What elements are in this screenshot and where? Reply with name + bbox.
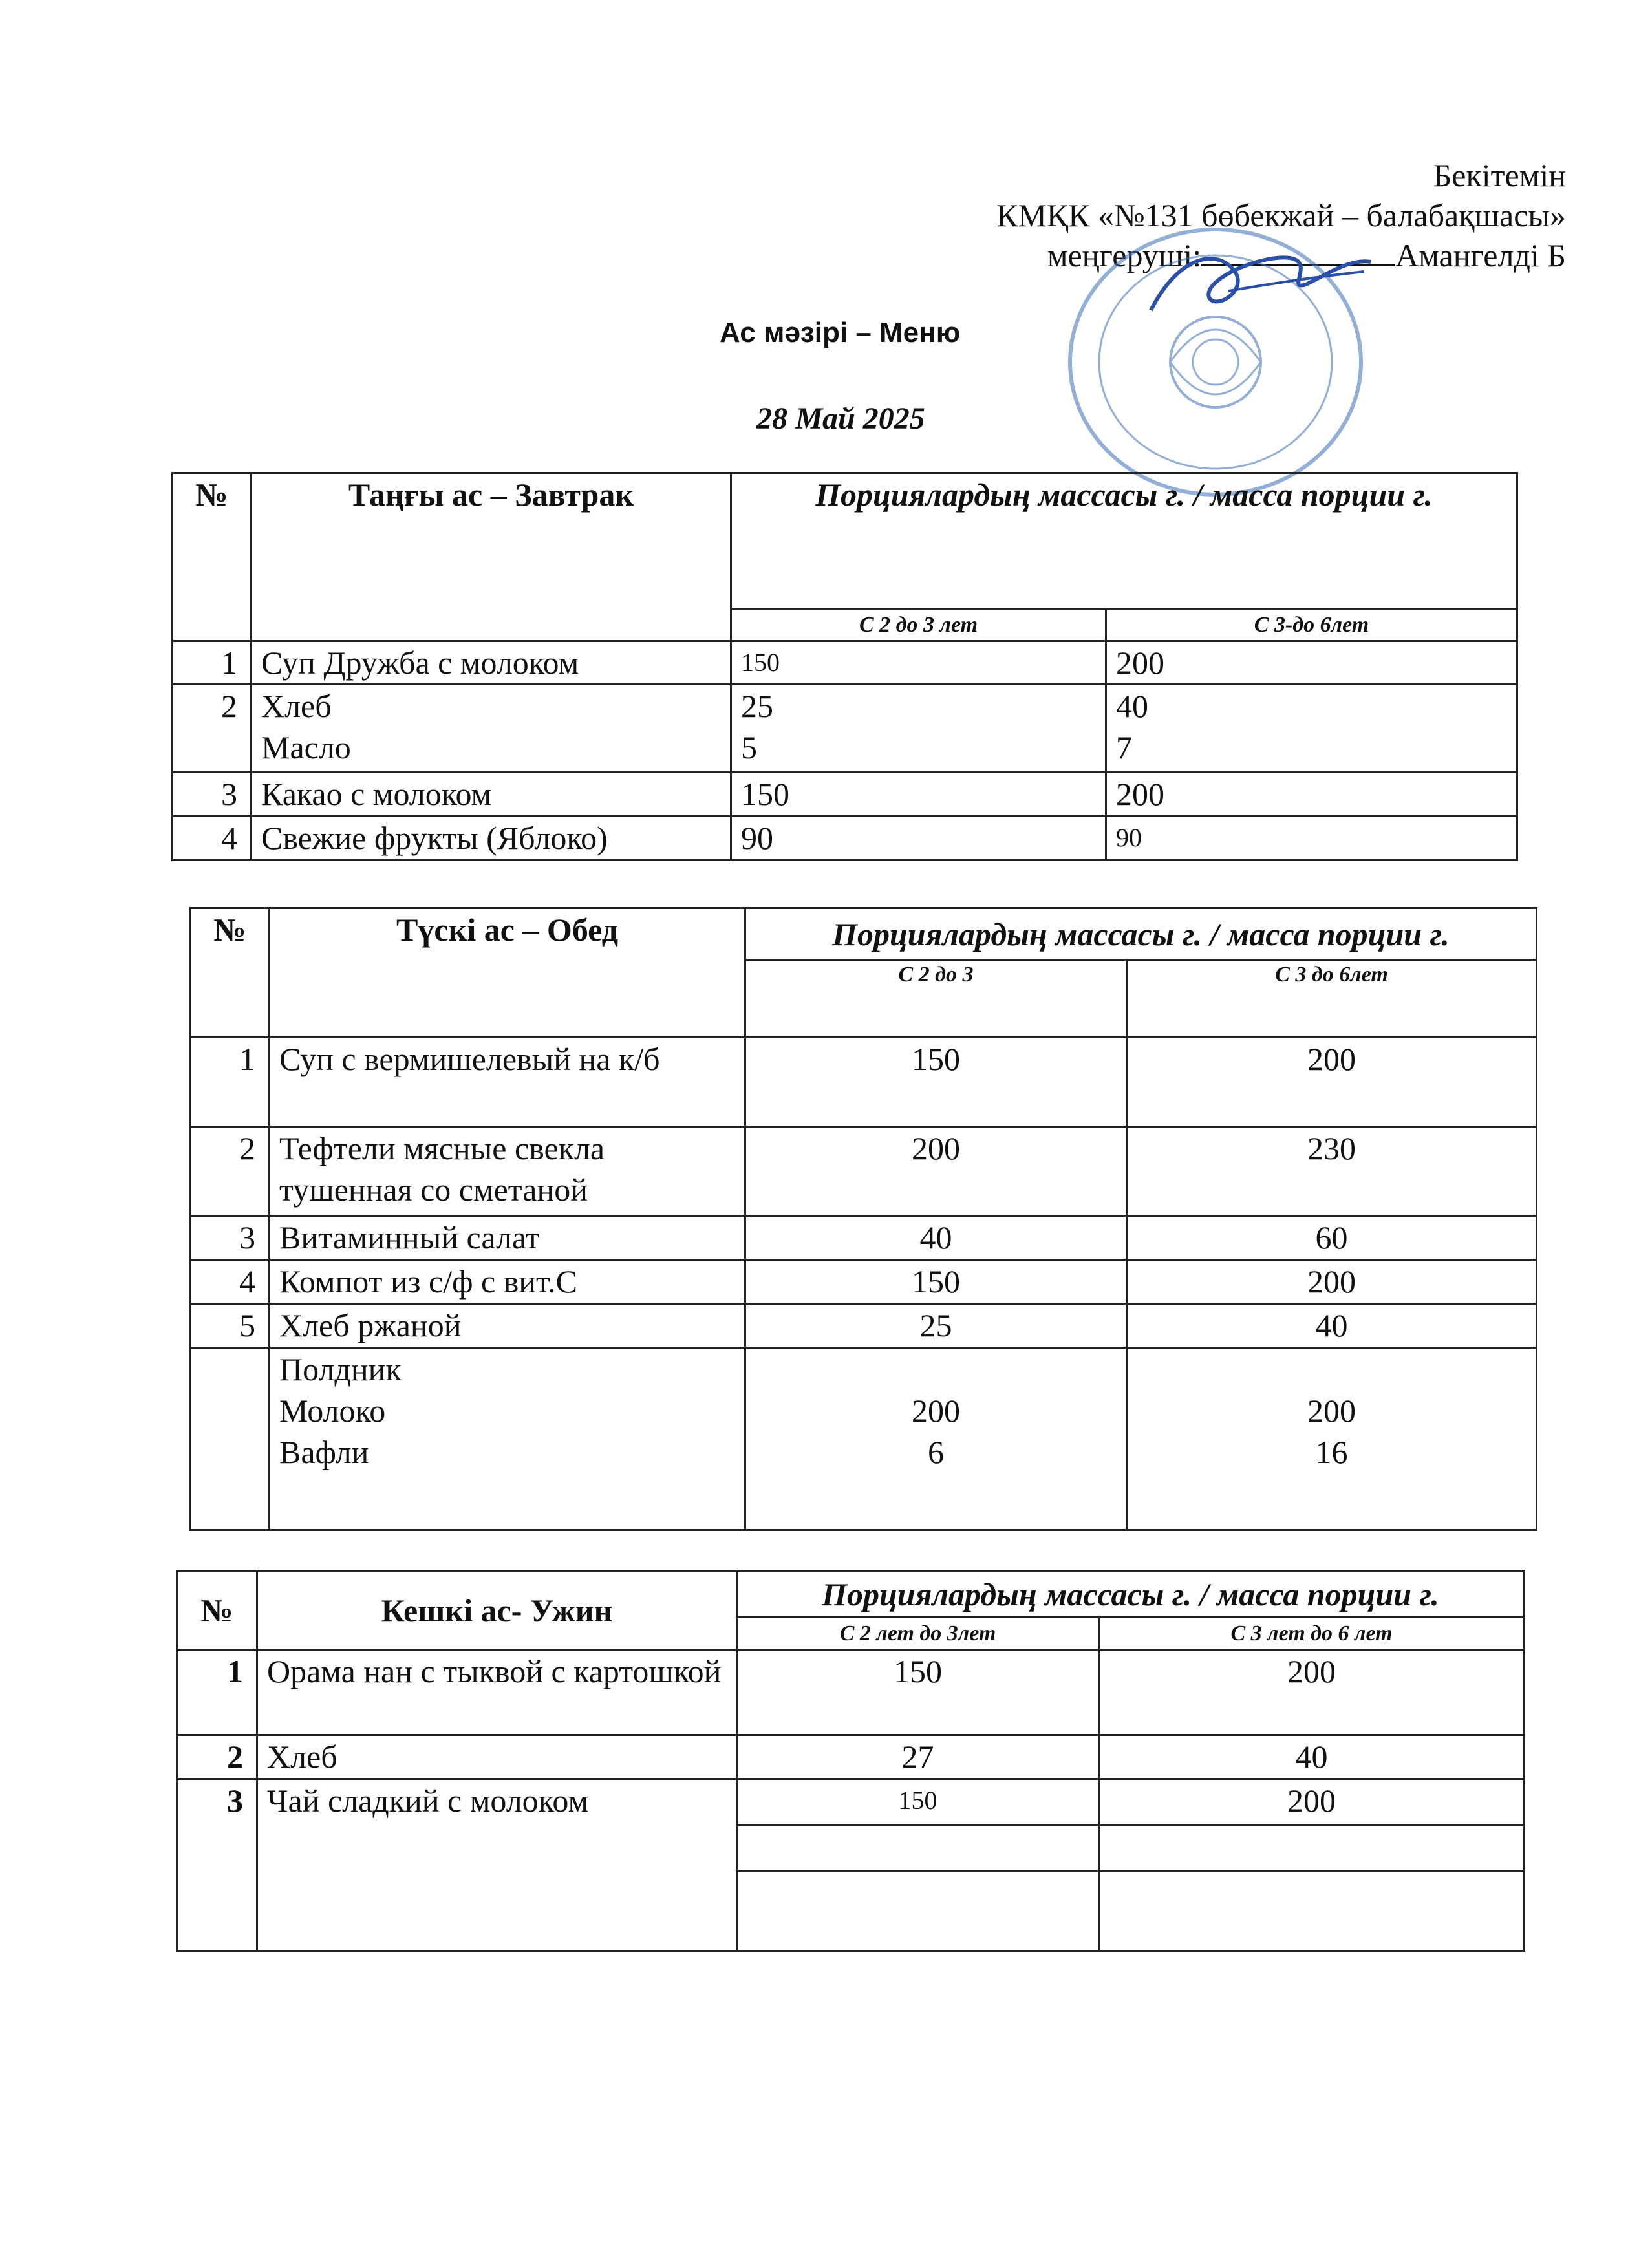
snack-row <box>191 1348 1537 1530</box>
table-row <box>173 641 1517 685</box>
lunch-table <box>189 907 1538 1531</box>
portion-3-6: 200 <box>1099 1779 1525 1826</box>
snack-item: Вафли <box>279 1434 369 1470</box>
row-number: 1 <box>191 1038 270 1127</box>
portion-2-3: 27 <box>737 1735 1099 1779</box>
portion-3-6: 200 <box>1307 1393 1356 1429</box>
dish-name: Суп с вермишелевый на к/б <box>270 1038 745 1127</box>
table-row <box>173 773 1517 817</box>
lunch-header-row <box>191 908 1537 960</box>
snack-item: Молоко <box>279 1393 386 1429</box>
dish-name: Витаминный салат <box>270 1216 745 1260</box>
lunch-age-2: С 3 до 6лет <box>1127 960 1537 1038</box>
dinner-header-row <box>177 1571 1525 1618</box>
signature-icon <box>1138 233 1384 330</box>
portion-2-3: 150 <box>737 1650 1099 1735</box>
row-number: 3 <box>191 1216 270 1260</box>
empty-cell <box>1099 1826 1525 1871</box>
snack-portion-2-3 <box>745 1348 1127 1530</box>
portion-2-3: 150 <box>745 1038 1127 1127</box>
row-number: 4 <box>191 1260 270 1304</box>
approval-position: меңгеруші: <box>1047 237 1202 273</box>
lunch-col-no: № <box>191 908 270 1038</box>
table-row <box>191 1260 1537 1304</box>
lunch-portion-header: Порциялардың массасы г. / масса порции г. <box>745 908 1537 960</box>
dish-name: Хлеб ржаной <box>270 1304 745 1348</box>
portion-3-6: 200 <box>1127 1260 1537 1304</box>
portion-2-3: 200 <box>745 1127 1127 1216</box>
portion-3-6: 200 <box>1099 1650 1525 1735</box>
row-number: 2 <box>191 1127 270 1216</box>
breakfast-header-row <box>173 473 1517 609</box>
portion-3-6: 60 <box>1127 1216 1537 1260</box>
snack-portion-3-6 <box>1127 1348 1537 1530</box>
row-number: 1 <box>177 1650 257 1735</box>
dinner-col-no: № <box>177 1571 257 1650</box>
breakfast-portion-header: Порциялардың массасы г. / масса порции г. <box>731 473 1517 609</box>
breakfast-age-2: С 3-до 6лет <box>1106 609 1517 641</box>
portion-2-3: 5 <box>741 729 757 765</box>
portion-3-6: 40 <box>1127 1304 1537 1348</box>
snack-title: Полдник <box>279 1351 402 1387</box>
empty-cell <box>737 1826 1099 1871</box>
portion-2-3: 40 <box>745 1216 1127 1260</box>
empty-cell <box>737 1871 1099 1951</box>
portion-2-3: 6 <box>928 1434 944 1470</box>
portion-3-6: 40 <box>1116 688 1148 724</box>
portion-3-6: 200 <box>1127 1038 1537 1127</box>
row-number: 4 <box>173 817 252 861</box>
table-row <box>177 1779 1525 1826</box>
row-number-empty <box>191 1348 270 1530</box>
lunch-title: Түскі ас – Обед <box>270 908 745 1038</box>
portion-3-6: 230 <box>1127 1127 1537 1216</box>
portion-3-6: 200 <box>1106 641 1517 685</box>
portion-2-3: 150 <box>731 641 1106 685</box>
dinner-table <box>176 1570 1525 1952</box>
dish-name: Масло <box>261 729 351 765</box>
breakfast-col-no: № <box>173 473 252 641</box>
dish-name: Тефтели мясные свекла тушенная со сметаной <box>270 1127 745 1216</box>
portion-3-6: 200 <box>1106 773 1517 817</box>
dinner-age-1: С 2 лет до 3лет <box>737 1618 1099 1650</box>
table-row <box>191 1127 1537 1216</box>
dish-name: Хлеб <box>257 1735 737 1779</box>
approval-line-2: КМҚК «№131 бөбекжай – балабақшасы» <box>996 197 1566 233</box>
portion-2-3: 150 <box>731 773 1106 817</box>
table-row <box>173 685 1517 773</box>
dish-name: Компот из с/ф с вит.С <box>270 1260 745 1304</box>
portion-2-3: 25 <box>741 688 773 724</box>
menu-date: 28 Май 2025 <box>756 401 925 436</box>
row-number: 2 <box>177 1735 257 1779</box>
row-number: 1 <box>173 641 252 685</box>
portion-2-3: 25 <box>745 1304 1127 1348</box>
dinner-portion-header: Порциялардың массасы г. / масса порции г. <box>737 1571 1525 1618</box>
table-row <box>191 1304 1537 1348</box>
row-number: 3 <box>177 1779 257 1951</box>
approval-name: Амангелді Б <box>1395 237 1566 273</box>
portion-2-3: 150 <box>745 1260 1127 1304</box>
breakfast-title: Таңғы ас – Завтрак <box>252 473 731 641</box>
row-number: 5 <box>191 1304 270 1348</box>
dish-name: Свежие фрукты (Яблоко) <box>252 817 731 861</box>
row-number: 3 <box>173 773 252 817</box>
table-row <box>177 1735 1525 1779</box>
empty-cell <box>1099 1871 1525 1951</box>
snack-cell <box>270 1348 745 1530</box>
portion-3-6: 7 <box>1116 729 1132 765</box>
dinner-age-2: С 3 лет до 6 лет <box>1099 1618 1525 1650</box>
portion-3-6: 40 <box>1099 1735 1525 1779</box>
portion-3-6-cell <box>1106 685 1517 773</box>
breakfast-table <box>171 472 1518 861</box>
table-row <box>173 817 1517 861</box>
table-row <box>191 1216 1537 1260</box>
dish-name: Чай сладкий с молоком <box>257 1779 737 1951</box>
dish-name: Какао с молоком <box>252 773 731 817</box>
portion-3-6: 16 <box>1315 1434 1348 1470</box>
dish-name: Хлеб <box>261 688 332 724</box>
dish-name: Суп Дружба с молоком <box>252 641 731 685</box>
portion-2-3-cell <box>731 685 1106 773</box>
dish-name-cell <box>252 685 731 773</box>
portion-2-3: 150 <box>737 1779 1099 1826</box>
approval-line-1: Бекітемін <box>1433 157 1566 193</box>
dinner-title: Кешкі ас- Ужин <box>257 1571 737 1650</box>
portion-3-6: 90 <box>1106 817 1517 861</box>
table-row <box>191 1038 1537 1127</box>
portion-2-3: 200 <box>912 1393 960 1429</box>
table-row <box>177 1650 1525 1735</box>
menu-title: Ас мәзірі – Меню <box>720 317 961 348</box>
row-number: 2 <box>173 685 252 773</box>
portion-2-3: 90 <box>731 817 1106 861</box>
lunch-age-1: С 2 до 3 <box>745 960 1127 1038</box>
dish-name: Орама нан с тыквой с картошкой <box>257 1650 737 1735</box>
breakfast-age-1: С 2 до 3 лет <box>731 609 1106 641</box>
